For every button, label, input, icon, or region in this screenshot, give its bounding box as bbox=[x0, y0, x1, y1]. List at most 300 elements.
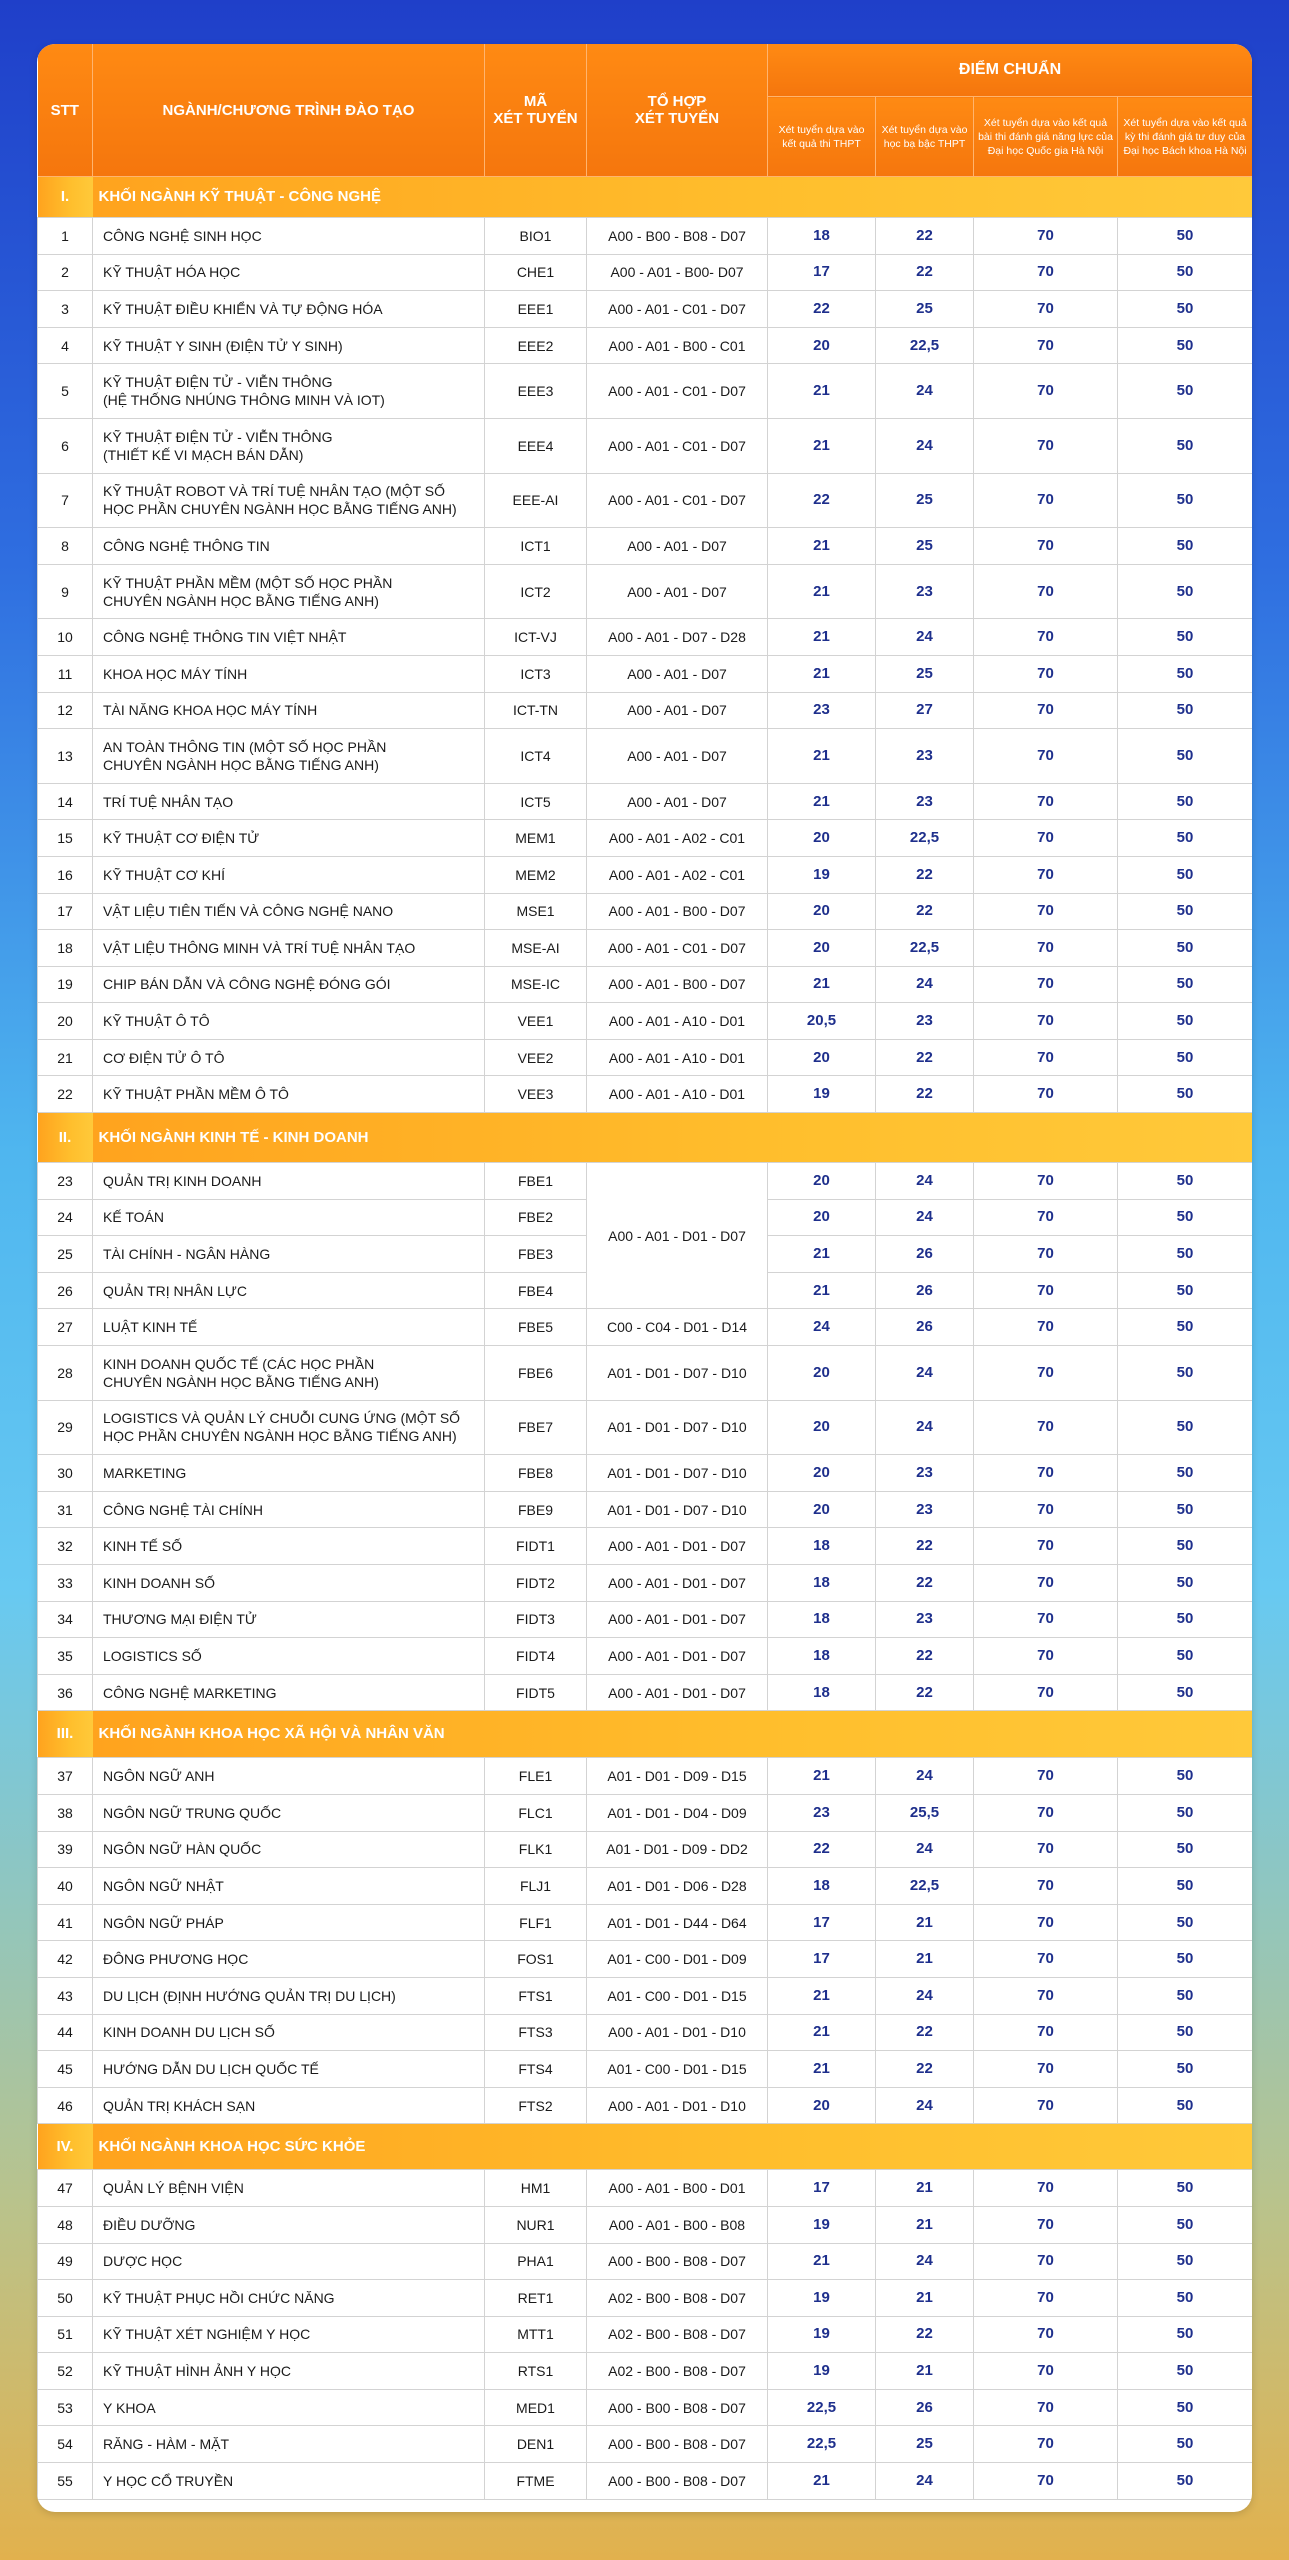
section-number: I. bbox=[38, 177, 93, 218]
score-thpt: 17 bbox=[768, 2170, 876, 2207]
score-dgnl: 70 bbox=[974, 1346, 1118, 1401]
score-dgnl: 70 bbox=[974, 1491, 1118, 1528]
score-dgtd: 50 bbox=[1118, 364, 1253, 419]
score-thpt: 22 bbox=[768, 473, 876, 528]
score-thpt: 24 bbox=[768, 1309, 876, 1346]
row-combo: A00 - A01 - B00- D07 bbox=[587, 254, 768, 291]
score-dgnl: 70 bbox=[974, 1076, 1118, 1113]
table-row bbox=[38, 619, 1253, 656]
score-dgnl: 70 bbox=[974, 1601, 1118, 1638]
score-hocba: 24 bbox=[876, 418, 974, 473]
row-stt: 21 bbox=[38, 1039, 93, 1076]
section-header-row bbox=[38, 2124, 1253, 2170]
score-dgtd: 50 bbox=[1118, 655, 1253, 692]
row-code: FBE9 bbox=[485, 1491, 587, 1528]
row-program: DU LỊCH (ĐỊNH HƯỚNG QUẢN TRỊ DU LỊCH) bbox=[93, 1977, 485, 2014]
score-hocba: 23 bbox=[876, 1455, 974, 1492]
section-number: III. bbox=[38, 1711, 93, 1758]
score-hocba: 23 bbox=[876, 729, 974, 784]
score-hocba: 21 bbox=[876, 1904, 974, 1941]
score-thpt: 21 bbox=[768, 564, 876, 619]
table-row bbox=[38, 1868, 1253, 1905]
score-dgtd: 50 bbox=[1118, 893, 1253, 930]
score-dgtd: 50 bbox=[1118, 1039, 1253, 1076]
row-program: QUẢN TRỊ NHÂN LỰC bbox=[93, 1272, 485, 1309]
table-body bbox=[38, 177, 1253, 2500]
row-code: FIDT3 bbox=[485, 1601, 587, 1638]
row-code: FBE3 bbox=[485, 1236, 587, 1273]
row-code: MED1 bbox=[485, 2389, 587, 2426]
score-dgtd: 50 bbox=[1118, 1565, 1253, 1602]
table-row bbox=[38, 1163, 1253, 1200]
section-title: KHỐI NGÀNH KINH TẾ - KINH DOANH bbox=[93, 1113, 1253, 1163]
row-stt: 51 bbox=[38, 2316, 93, 2353]
score-hocba: 24 bbox=[876, 1758, 974, 1795]
table-row bbox=[38, 1400, 1253, 1455]
score-thpt: 18 bbox=[768, 1565, 876, 1602]
row-program: Y HỌC CỔ TRUYỀN bbox=[93, 2463, 485, 2500]
row-combo: A01 - D01 - D06 - D28 bbox=[587, 1868, 768, 1905]
row-code: CHE1 bbox=[485, 254, 587, 291]
table-row bbox=[38, 966, 1253, 1003]
row-combo: A00 - A01 - B00 - C01 bbox=[587, 327, 768, 364]
row-combo: A00 - A01 - A10 - D01 bbox=[587, 1076, 768, 1113]
table-row bbox=[38, 1794, 1253, 1831]
score-hocba: 24 bbox=[876, 2463, 974, 2500]
row-program: QUẢN LÝ BỆNH VIỆN bbox=[93, 2170, 485, 2207]
row-stt: 8 bbox=[38, 528, 93, 565]
score-dgtd: 50 bbox=[1118, 1601, 1253, 1638]
row-program: KỸ THUẬT PHẦN MỀM Ô TÔ bbox=[93, 1076, 485, 1113]
row-combo: A01 - D01 - D07 - D10 bbox=[587, 1346, 768, 1401]
score-dgtd: 50 bbox=[1118, 2243, 1253, 2280]
table-row bbox=[38, 1977, 1253, 2014]
score-dgnl: 70 bbox=[974, 655, 1118, 692]
score-hocba: 22,5 bbox=[876, 820, 974, 857]
score-thpt: 21 bbox=[768, 418, 876, 473]
row-code: ICT-TN bbox=[485, 692, 587, 729]
row-program: Y KHOA bbox=[93, 2389, 485, 2426]
row-code: FIDT5 bbox=[485, 1674, 587, 1711]
score-dgtd: 50 bbox=[1118, 1199, 1253, 1236]
table-row bbox=[38, 1758, 1253, 1795]
row-combo: A00 - A01 - B00 - D07 bbox=[587, 966, 768, 1003]
score-dgnl: 70 bbox=[974, 364, 1118, 419]
row-program: KỸ THUẬT ROBOT VÀ TRÍ TUỆ NHÂN TẠO (MỘT SỐ HỌC PHẦN CHUYÊN NGÀNH HỌC BẰNG TIẾNG ANH) bbox=[93, 473, 485, 528]
row-stt: 36 bbox=[38, 1674, 93, 1711]
score-dgtd: 50 bbox=[1118, 1400, 1253, 1455]
row-code: RTS1 bbox=[485, 2353, 587, 2390]
row-code: ICT4 bbox=[485, 729, 587, 784]
row-combo: A00 - A01 - C01 - D07 bbox=[587, 364, 768, 419]
score-dgtd: 50 bbox=[1118, 1528, 1253, 1565]
row-stt: 31 bbox=[38, 1491, 93, 1528]
row-program: VẬT LIỆU THÔNG MINH VÀ TRÍ TUỆ NHÂN TẠO bbox=[93, 930, 485, 967]
row-combo: A01 - D01 - D09 - DD2 bbox=[587, 1831, 768, 1868]
score-dgtd: 50 bbox=[1118, 1003, 1253, 1040]
row-stt: 1 bbox=[38, 218, 93, 255]
row-stt: 33 bbox=[38, 1565, 93, 1602]
score-hocba: 23 bbox=[876, 1601, 974, 1638]
score-dgnl: 70 bbox=[974, 2206, 1118, 2243]
score-dgtd: 50 bbox=[1118, 1638, 1253, 1675]
score-thpt: 17 bbox=[768, 1941, 876, 1978]
score-dgtd: 50 bbox=[1118, 729, 1253, 784]
row-stt: 39 bbox=[38, 1831, 93, 1868]
table-row bbox=[38, 1039, 1253, 1076]
row-code: FBE2 bbox=[485, 1199, 587, 1236]
row-combo: A01 - D01 - D07 - D10 bbox=[587, 1491, 768, 1528]
row-program: KỸ THUẬT CƠ KHÍ bbox=[93, 856, 485, 893]
score-dgtd: 50 bbox=[1118, 856, 1253, 893]
score-dgtd: 50 bbox=[1118, 254, 1253, 291]
score-dgtd: 50 bbox=[1118, 218, 1253, 255]
row-code: FLC1 bbox=[485, 1794, 587, 1831]
table-row bbox=[38, 564, 1253, 619]
score-thpt: 18 bbox=[768, 1528, 876, 1565]
row-stt: 50 bbox=[38, 2280, 93, 2317]
row-stt: 19 bbox=[38, 966, 93, 1003]
score-dgnl: 70 bbox=[974, 418, 1118, 473]
score-thpt: 20 bbox=[768, 1163, 876, 1200]
row-program: CÔNG NGHỆ THÔNG TIN VIỆT NHẬT bbox=[93, 619, 485, 656]
score-hocba: 22 bbox=[876, 1674, 974, 1711]
row-combo: A00 - A01 - B00 - D07 bbox=[587, 893, 768, 930]
table-row bbox=[38, 2087, 1253, 2124]
score-thpt: 20 bbox=[768, 1491, 876, 1528]
row-program: ĐIỀU DƯỠNG bbox=[93, 2206, 485, 2243]
row-program: CƠ ĐIỆN TỬ Ô TÔ bbox=[93, 1039, 485, 1076]
row-program: KỸ THUẬT PHẦN MỀM (MỘT SỐ HỌC PHẦN CHUYÊN NGÀNH HỌC BẰNG TIẾNG ANH) bbox=[93, 564, 485, 619]
row-code: FLF1 bbox=[485, 1904, 587, 1941]
header-diem-chuan: ĐIỂM CHUẨN bbox=[768, 44, 1253, 97]
score-hocba: 23 bbox=[876, 564, 974, 619]
row-code: FIDT1 bbox=[485, 1528, 587, 1565]
row-code: ICT2 bbox=[485, 564, 587, 619]
score-dgnl: 70 bbox=[974, 820, 1118, 857]
score-dgtd: 50 bbox=[1118, 1309, 1253, 1346]
row-stt: 20 bbox=[38, 1003, 93, 1040]
table-row bbox=[38, 783, 1253, 820]
score-dgnl: 70 bbox=[974, 783, 1118, 820]
row-program: CÔNG NGHỆ TÀI CHÍNH bbox=[93, 1491, 485, 1528]
score-thpt: 18 bbox=[768, 1868, 876, 1905]
table-row bbox=[38, 1455, 1253, 1492]
row-code: EEE2 bbox=[485, 327, 587, 364]
table-row bbox=[38, 2170, 1253, 2207]
row-combo: A00 - A01 - D07 bbox=[587, 528, 768, 565]
row-program: LOGISTICS VÀ QUẢN LÝ CHUỖI CUNG ỨNG (MỘT SỐ HỌC PHẦN CHUYÊN NGÀNH HỌC BẰNG TIẾNG ANH) bbox=[93, 1400, 485, 1455]
score-thpt: 23 bbox=[768, 692, 876, 729]
table-row bbox=[38, 2280, 1253, 2317]
row-combo: A00 - A01 - D07 bbox=[587, 655, 768, 692]
section-header-row bbox=[38, 177, 1253, 218]
table-row bbox=[38, 2426, 1253, 2463]
row-stt: 34 bbox=[38, 1601, 93, 1638]
score-dgtd: 50 bbox=[1118, 2389, 1253, 2426]
row-program: NGÔN NGỮ HÀN QUỐC bbox=[93, 1831, 485, 1868]
score-hocba: 22 bbox=[876, 1565, 974, 1602]
row-program: KỸ THUẬT XÉT NGHIỆM Y HỌC bbox=[93, 2316, 485, 2353]
header-sub-dgnl: Xét tuyển dựa vào kết quả bài thi đánh giá năng lực của Đại học Quốc gia Hà Nội bbox=[974, 97, 1118, 177]
row-code: PHA1 bbox=[485, 2243, 587, 2280]
score-hocba: 22 bbox=[876, 1528, 974, 1565]
row-combo: A00 - A01 - A02 - C01 bbox=[587, 856, 768, 893]
table-row bbox=[38, 364, 1253, 419]
row-stt: 9 bbox=[38, 564, 93, 619]
score-thpt: 17 bbox=[768, 1904, 876, 1941]
section-header-row bbox=[38, 1711, 1253, 1758]
score-dgnl: 70 bbox=[974, 327, 1118, 364]
score-thpt: 20 bbox=[768, 1455, 876, 1492]
row-combo: A01 - C00 - D01 - D09 bbox=[587, 1941, 768, 1978]
table-row bbox=[38, 1941, 1253, 1978]
section-header-row bbox=[38, 1113, 1253, 1163]
score-thpt: 21 bbox=[768, 1758, 876, 1795]
score-hocba: 24 bbox=[876, 2243, 974, 2280]
score-dgtd: 50 bbox=[1118, 2280, 1253, 2317]
row-program: NGÔN NGỮ TRUNG QUỐC bbox=[93, 1794, 485, 1831]
score-thpt: 21 bbox=[768, 2243, 876, 2280]
score-dgnl: 70 bbox=[974, 2170, 1118, 2207]
score-hocba: 25 bbox=[876, 473, 974, 528]
row-stt: 28 bbox=[38, 1346, 93, 1401]
row-combo: A00 - A01 - D01 - D07 bbox=[587, 1528, 768, 1565]
row-code: HM1 bbox=[485, 2170, 587, 2207]
score-thpt: 21 bbox=[768, 1236, 876, 1273]
row-stt: 41 bbox=[38, 1904, 93, 1941]
row-code: ICT3 bbox=[485, 655, 587, 692]
score-thpt: 19 bbox=[768, 2316, 876, 2353]
score-thpt: 22,5 bbox=[768, 2426, 876, 2463]
score-hocba: 21 bbox=[876, 1941, 974, 1978]
row-combo: A00 - A01 - D07 bbox=[587, 564, 768, 619]
table-row bbox=[38, 1003, 1253, 1040]
row-program: KẾ TOÁN bbox=[93, 1199, 485, 1236]
table-row bbox=[38, 930, 1253, 967]
row-combo: A00 - A01 - D01 - D07 bbox=[587, 1601, 768, 1638]
score-dgnl: 70 bbox=[974, 966, 1118, 1003]
row-stt: 46 bbox=[38, 2087, 93, 2124]
score-dgnl: 70 bbox=[974, 1941, 1118, 1978]
row-combo: A00 - A01 - A10 - D01 bbox=[587, 1039, 768, 1076]
score-thpt: 20 bbox=[768, 327, 876, 364]
admission-scores-card bbox=[37, 44, 1252, 2512]
table-row bbox=[38, 291, 1253, 328]
score-dgtd: 50 bbox=[1118, 820, 1253, 857]
table-row bbox=[38, 2389, 1253, 2426]
score-hocba: 25 bbox=[876, 291, 974, 328]
table-row bbox=[38, 1601, 1253, 1638]
row-combo: A01 - D01 - D09 - D15 bbox=[587, 1758, 768, 1795]
score-hocba: 21 bbox=[876, 2280, 974, 2317]
row-combo: A02 - B00 - B08 - D07 bbox=[587, 2316, 768, 2353]
row-code: FBE1 bbox=[485, 1163, 587, 1200]
score-hocba: 22 bbox=[876, 254, 974, 291]
row-code: MSE1 bbox=[485, 893, 587, 930]
row-combo: A01 - C00 - D01 - D15 bbox=[587, 2051, 768, 2088]
row-code: VEE1 bbox=[485, 1003, 587, 1040]
score-thpt: 20 bbox=[768, 893, 876, 930]
row-stt: 14 bbox=[38, 783, 93, 820]
row-combo: A00 - A01 - C01 - D07 bbox=[587, 473, 768, 528]
score-dgnl: 70 bbox=[974, 2280, 1118, 2317]
row-code: FTS2 bbox=[485, 2087, 587, 2124]
row-stt: 22 bbox=[38, 1076, 93, 1113]
row-combo-merged: A00 - A01 - D01 - D07 bbox=[587, 1163, 768, 1309]
row-stt: 10 bbox=[38, 619, 93, 656]
table-row bbox=[38, 893, 1253, 930]
score-dgtd: 50 bbox=[1118, 528, 1253, 565]
row-combo: A00 - A01 - C01 - D07 bbox=[587, 418, 768, 473]
score-dgnl: 70 bbox=[974, 1831, 1118, 1868]
row-program: CHIP BÁN DẪN VÀ CÔNG NGHỆ ĐÓNG GÓI bbox=[93, 966, 485, 1003]
score-thpt: 17 bbox=[768, 254, 876, 291]
table-row bbox=[38, 1528, 1253, 1565]
row-combo: A00 - A01 - A10 - D01 bbox=[587, 1003, 768, 1040]
row-program: TÀI CHÍNH - NGÂN HÀNG bbox=[93, 1236, 485, 1273]
score-dgnl: 70 bbox=[974, 2316, 1118, 2353]
score-dgnl: 70 bbox=[974, 1565, 1118, 1602]
row-combo: A00 - A01 - D07 bbox=[587, 729, 768, 784]
section-title: KHỐI NGÀNH KHOA HỌC XÃ HỘI VÀ NHÂN VĂN bbox=[93, 1711, 1253, 1758]
section-number: IV. bbox=[38, 2124, 93, 2170]
row-stt: 11 bbox=[38, 655, 93, 692]
score-hocba: 23 bbox=[876, 1003, 974, 1040]
row-stt: 23 bbox=[38, 1163, 93, 1200]
score-dgtd: 50 bbox=[1118, 564, 1253, 619]
score-hocba: 22 bbox=[876, 2014, 974, 2051]
score-dgtd: 50 bbox=[1118, 2463, 1253, 2500]
row-code: FLE1 bbox=[485, 1758, 587, 1795]
row-code: FOS1 bbox=[485, 1941, 587, 1978]
row-stt: 45 bbox=[38, 2051, 93, 2088]
row-code: FTME bbox=[485, 2463, 587, 2500]
score-dgtd: 50 bbox=[1118, 2014, 1253, 2051]
score-hocba: 26 bbox=[876, 1272, 974, 1309]
table-row bbox=[38, 473, 1253, 528]
row-combo: C00 - C04 - D01 - D14 bbox=[587, 1309, 768, 1346]
row-code: ICT1 bbox=[485, 528, 587, 565]
score-dgtd: 50 bbox=[1118, 473, 1253, 528]
table-row bbox=[38, 418, 1253, 473]
score-dgnl: 70 bbox=[974, 291, 1118, 328]
row-combo: A00 - A01 - C01 - D07 bbox=[587, 291, 768, 328]
score-dgnl: 70 bbox=[974, 1758, 1118, 1795]
score-hocba: 22 bbox=[876, 1638, 974, 1675]
row-combo: A00 - B00 - B08 - D07 bbox=[587, 2389, 768, 2426]
row-combo: A00 - B00 - B08 - D07 bbox=[587, 2243, 768, 2280]
score-dgtd: 50 bbox=[1118, 2170, 1253, 2207]
score-hocba: 24 bbox=[876, 1199, 974, 1236]
row-program: DƯỢC HỌC bbox=[93, 2243, 485, 2280]
row-stt: 47 bbox=[38, 2170, 93, 2207]
row-program: KINH DOANH QUỐC TẾ (CÁC HỌC PHẦN CHUYÊN NGÀNH HỌC BẰNG TIẾNG ANH) bbox=[93, 1346, 485, 1401]
table-row bbox=[38, 1076, 1253, 1113]
score-thpt: 18 bbox=[768, 218, 876, 255]
score-dgnl: 70 bbox=[974, 1272, 1118, 1309]
score-hocba: 24 bbox=[876, 364, 974, 419]
score-dgnl: 70 bbox=[974, 1003, 1118, 1040]
score-dgtd: 50 bbox=[1118, 930, 1253, 967]
row-program: KINH TẾ SỐ bbox=[93, 1528, 485, 1565]
score-dgnl: 70 bbox=[974, 1977, 1118, 2014]
row-code: FBE8 bbox=[485, 1455, 587, 1492]
row-program: KINH DOANH SỐ bbox=[93, 1565, 485, 1602]
score-thpt: 21 bbox=[768, 1977, 876, 2014]
score-dgnl: 70 bbox=[974, 619, 1118, 656]
score-thpt: 21 bbox=[768, 655, 876, 692]
row-program: KHOA HỌC MÁY TÍNH bbox=[93, 655, 485, 692]
score-hocba: 24 bbox=[876, 2087, 974, 2124]
table-row bbox=[38, 820, 1253, 857]
score-hocba: 21 bbox=[876, 2206, 974, 2243]
score-thpt: 21 bbox=[768, 528, 876, 565]
score-thpt: 22 bbox=[768, 1831, 876, 1868]
score-dgtd: 50 bbox=[1118, 2051, 1253, 2088]
score-thpt: 19 bbox=[768, 1076, 876, 1113]
score-dgnl: 70 bbox=[974, 1309, 1118, 1346]
row-combo: A00 - A01 - D01 - D07 bbox=[587, 1565, 768, 1602]
score-thpt: 18 bbox=[768, 1674, 876, 1711]
row-combo: A00 - A01 - D07 bbox=[587, 692, 768, 729]
row-stt: 4 bbox=[38, 327, 93, 364]
score-dgtd: 50 bbox=[1118, 1491, 1253, 1528]
score-hocba: 21 bbox=[876, 2170, 974, 2207]
row-code: VEE2 bbox=[485, 1039, 587, 1076]
score-dgnl: 70 bbox=[974, 2051, 1118, 2088]
row-stt: 37 bbox=[38, 1758, 93, 1795]
score-thpt: 20 bbox=[768, 930, 876, 967]
row-code: FTS3 bbox=[485, 2014, 587, 2051]
row-program: QUẢN TRỊ KINH DOANH bbox=[93, 1163, 485, 1200]
row-combo: A00 - B00 - B08 - D07 bbox=[587, 2463, 768, 2500]
row-stt: 32 bbox=[38, 1528, 93, 1565]
header-program: NGÀNH/CHƯƠNG TRÌNH ĐÀO TẠO bbox=[93, 44, 485, 177]
score-dgnl: 70 bbox=[974, 893, 1118, 930]
score-hocba: 22 bbox=[876, 218, 974, 255]
admission-scores-table bbox=[37, 44, 1252, 2500]
score-thpt: 18 bbox=[768, 1638, 876, 1675]
row-combo: A00 - A01 - D01 - D10 bbox=[587, 2014, 768, 2051]
score-thpt: 20 bbox=[768, 1346, 876, 1401]
score-dgtd: 50 bbox=[1118, 291, 1253, 328]
score-dgtd: 50 bbox=[1118, 2426, 1253, 2463]
row-stt: 48 bbox=[38, 2206, 93, 2243]
row-stt: 16 bbox=[38, 856, 93, 893]
table-row bbox=[38, 1491, 1253, 1528]
row-code: VEE3 bbox=[485, 1076, 587, 1113]
row-code: FLJ1 bbox=[485, 1868, 587, 1905]
score-hocba: 23 bbox=[876, 783, 974, 820]
row-code: FBE4 bbox=[485, 1272, 587, 1309]
header-sub-thpt: Xét tuyển dựa vào kết quả thi THPT bbox=[768, 97, 876, 177]
row-code: FBE7 bbox=[485, 1400, 587, 1455]
table-row bbox=[38, 1346, 1253, 1401]
row-stt: 18 bbox=[38, 930, 93, 967]
table-row bbox=[38, 2206, 1253, 2243]
score-dgtd: 50 bbox=[1118, 1674, 1253, 1711]
row-program: KỸ THUẬT HÓA HỌC bbox=[93, 254, 485, 291]
score-dgtd: 50 bbox=[1118, 2087, 1253, 2124]
header-sub-dgtd: Xét tuyển dựa vào kết quả kỳ thi đánh giá tư duy của Đại học Bách khoa Hà Nội bbox=[1118, 97, 1253, 177]
score-hocba: 22 bbox=[876, 2316, 974, 2353]
row-program: KỸ THUẬT HÌNH ẢNH Y HỌC bbox=[93, 2353, 485, 2390]
row-stt: 29 bbox=[38, 1400, 93, 1455]
score-thpt: 21 bbox=[768, 619, 876, 656]
row-combo: A01 - D01 - D44 - D64 bbox=[587, 1904, 768, 1941]
table-row bbox=[38, 655, 1253, 692]
